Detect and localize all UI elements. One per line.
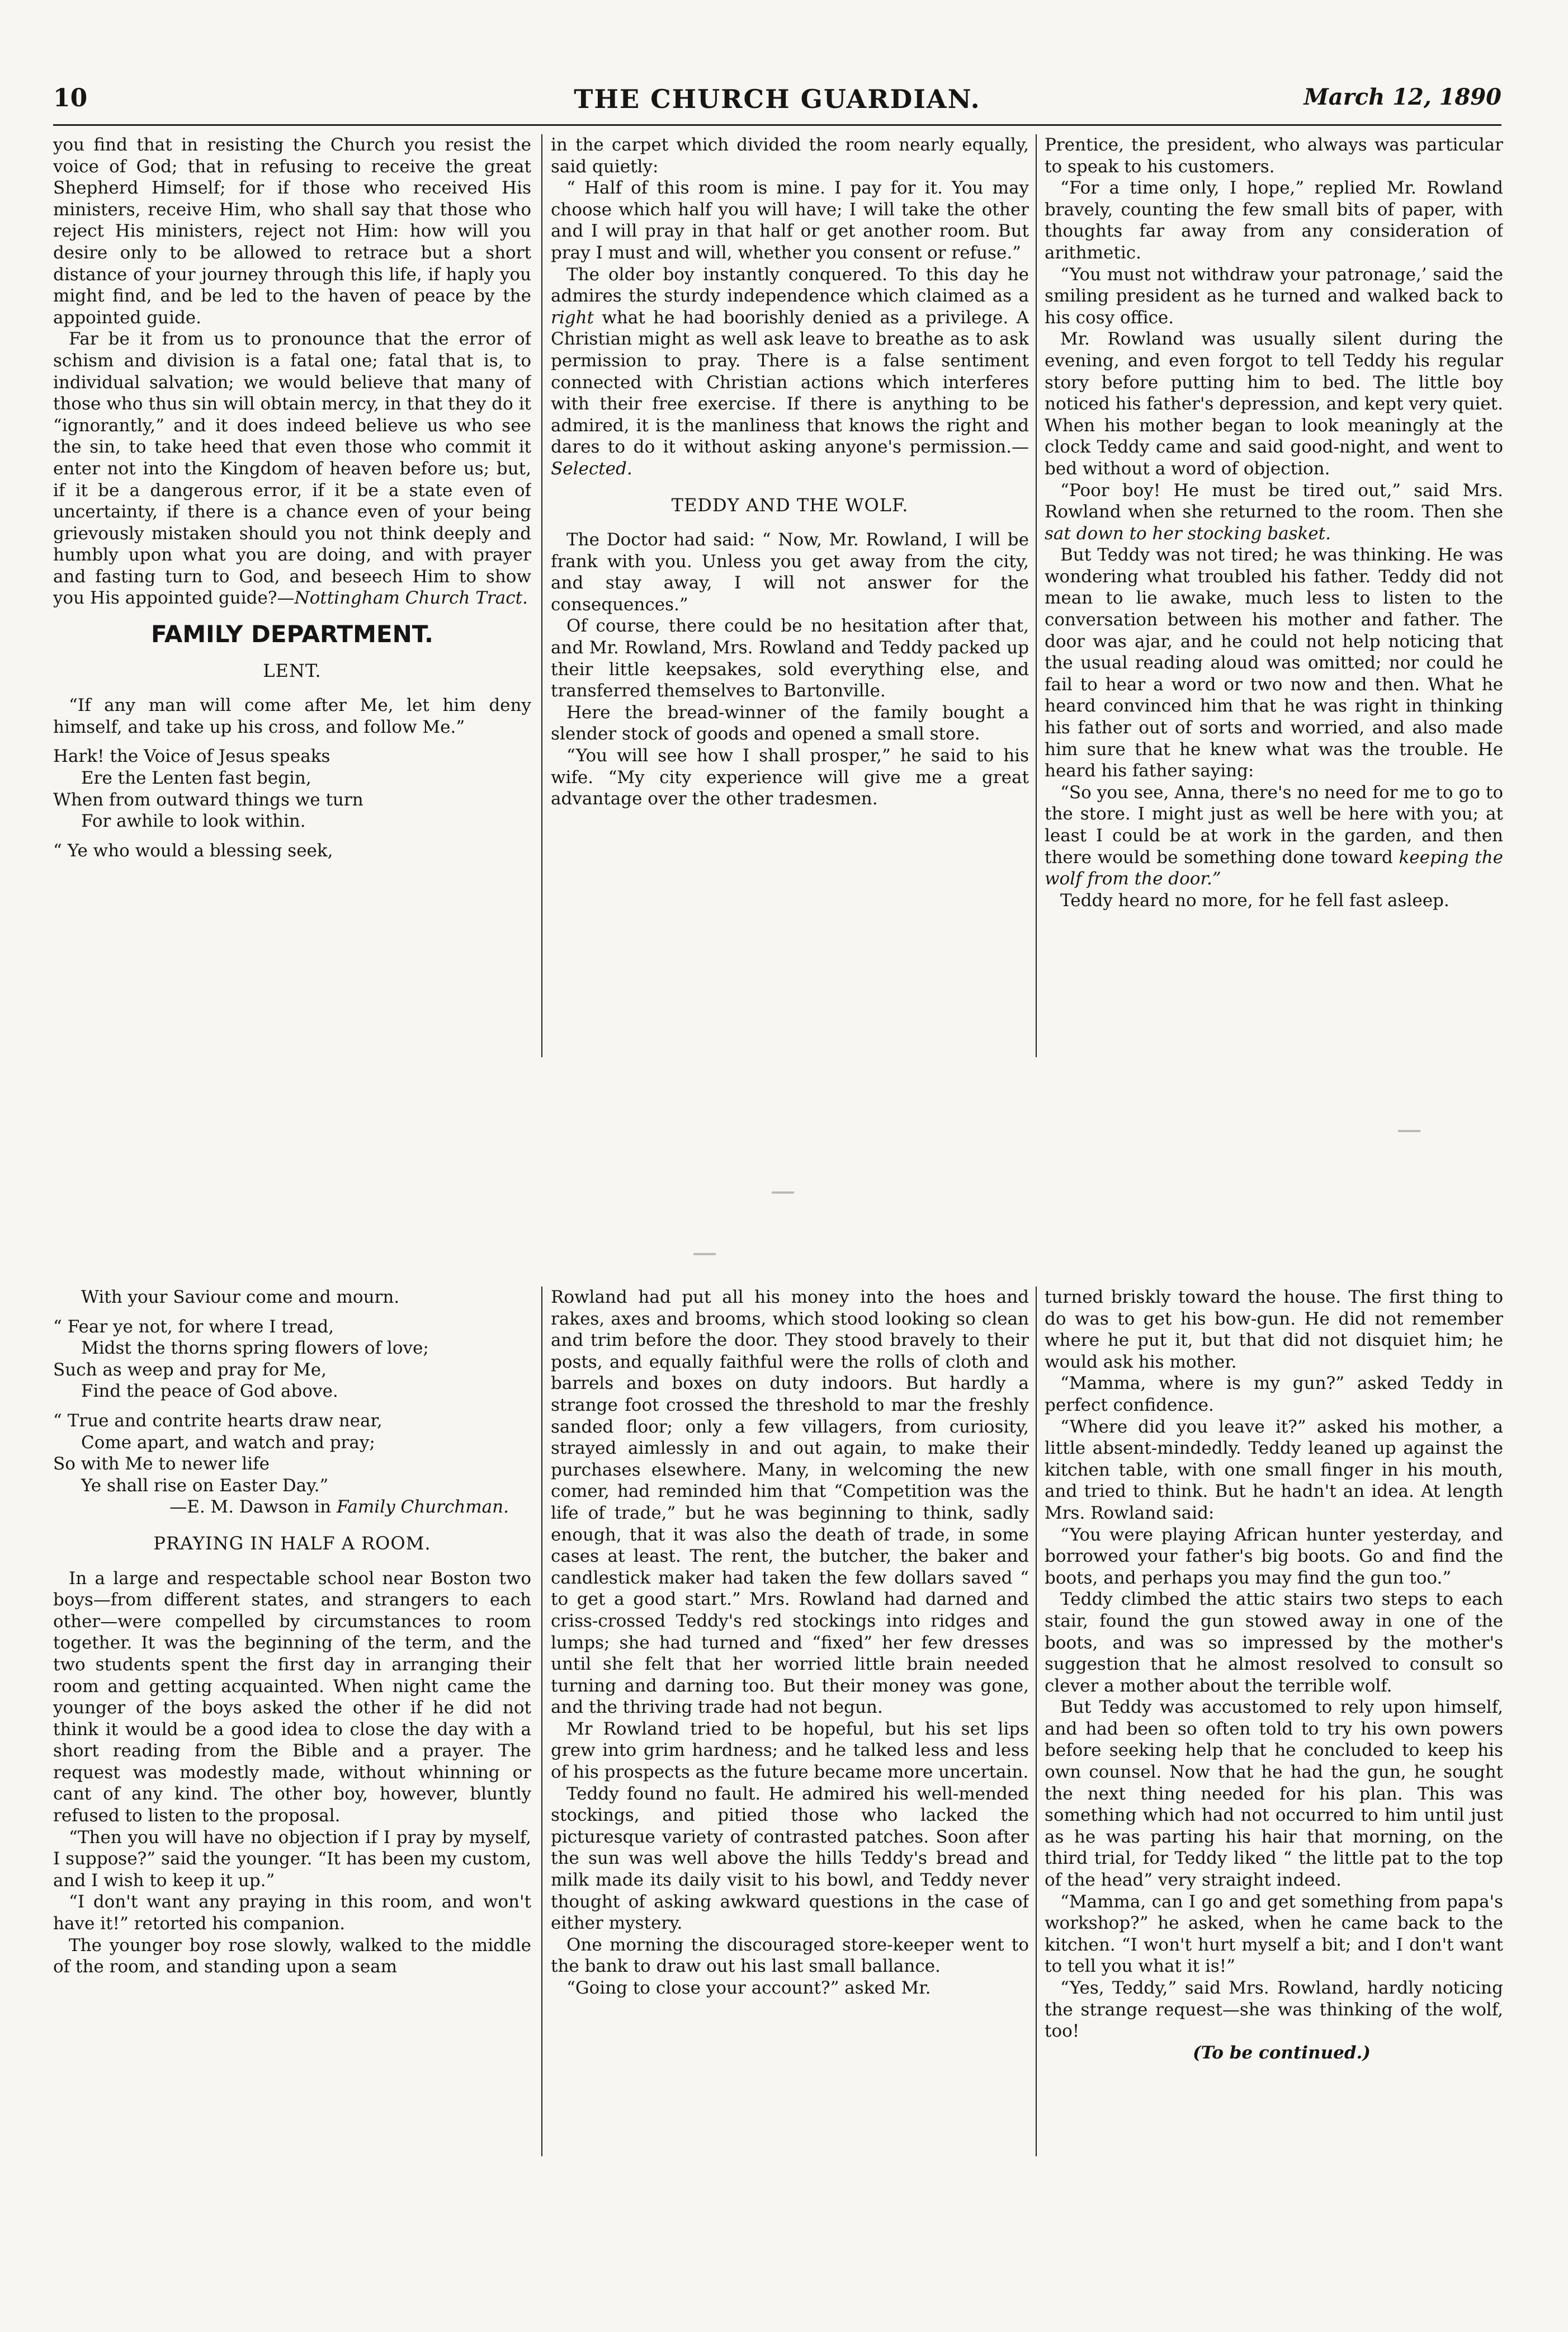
paragraph: Rowland had put all his money into the hoes and rakes, axes and brooms, which stood looking so clean and trim before the door. They stood bravely to their posts, and equally faithful were the rolls of cloth and barrels and boxes on duty indoors. But hardly a strange foot crossed the threshold to mar the freshly sanded floor; only a few villagers, from curiosity, strayed aimlessly in and out again, to make their purchases elsewhere. Many, in welcoming the new comer, had reminded him that “Competition was the life of trade,” but he was beginning to think, sadly enough, that it was also the death of trade, in some cases at least. The rent, the butcher, the baker and candlestick maker had taken the few dollars saved “ to get a good start.” Mrs. Rowland had darned and criss-crossed Teddy's red stockings into ridges and lumps; she had turned and “fixed” her few dresses until she felt that her worried little brain needed turning and darning too. But their money was gone, and the thriving trade had not begun. bbox=[551, 1287, 1029, 1718]
paragraph: “ Half of this room is mine. I pay for it. You may choose which half you will have; I will take the other and I will pray in that half or get another room. But pray I must and will, whether you consent or refuse.” bbox=[551, 178, 1029, 263]
verse-line: Such as weep and pray for Me, bbox=[53, 1359, 327, 1380]
page-header bbox=[53, 84, 1501, 123]
article-heading-lent: LENT. bbox=[263, 659, 322, 681]
article-heading-praying-in-half-a-room: PRAYING IN HALF A ROOM. bbox=[153, 1532, 431, 1554]
verse-line: Hark! the Voice of Jesus speaks bbox=[53, 746, 330, 767]
faded-print-mark bbox=[693, 1253, 716, 1255]
paragraph: “Where did you leave it?” asked his mother, a little absent-mindedly. Teddy leaned up against the kitchen table, with one small finger in his mouth, and tried to think. But he hadn't an idea. At length Mrs. Rowland said: bbox=[1045, 1416, 1503, 1523]
verse-line: So with Me to newer life bbox=[53, 1454, 270, 1474]
column-rule-4 bbox=[1036, 1287, 1037, 2156]
epigraph: “If any man will come after Me, let him deny himself, and take up his cross, and follow Me.” bbox=[53, 695, 531, 737]
paragraph: Teddy heard no more, for he fell fast asleep. bbox=[1060, 890, 1449, 911]
verse-line: For awhile to look within. bbox=[81, 811, 306, 832]
paragraph: Of course, there could be no hesitation after that, and Mr. Rowland, Mrs. Rowland and Teddy packed up their little keepsakes, sold everything else, and transferred themselves to Bartonville. bbox=[551, 616, 1029, 701]
paragraph: In a large and respectable school near Boston two boys—from different states, and strangers to each other—were compelled by circumstances to room together. It was the beginning of the term, and the two students spent the first day in arranging their room and getting acquainted. When night came the younger of the boys asked the other if he did not think it would be a good idea to close the day with a short reading from the Bible and a prayer. The request was modestly made, without whinning or cant of any kind. The other boy, however, bluntly refused to listen to the proposal. bbox=[53, 1568, 531, 1826]
verse-line: Ere the Lenten fast begin, bbox=[81, 768, 311, 789]
verse-line: Come apart, and watch and pray; bbox=[81, 1432, 375, 1453]
paragraph: But Teddy was not tired; he was thinking. He was wondering what troubled his father. Teddy did not mean to lie awake, much less to listen to the conversation between his mother and father. The door was ajar, and he could not help noticing that the usual reading aloud was omitted; nor could he fail to hear a word or two now and then. What he heard convinced him that he was right in thinking his father out of sorts and worried, and also made him sure that he knew what was the trouble. He heard his father saying: bbox=[1045, 545, 1503, 781]
paragraph: “Then you will have no objection if I pray by myself, I suppose?” said the younger. “It has been my custom, and I wish to keep it up.” bbox=[53, 1827, 531, 1891]
paragraph: in the carpet which divided the room nearly equally, said quietly: bbox=[551, 135, 1029, 177]
column-3-top bbox=[1045, 134, 1503, 1060]
paragraph: Teddy found no fault. He admired his well-mended stockings, and pitied those who lacked the picturesque variety of contrasted patches. Soon after the sun was well above the hills Teddy's bread and milk made its daily visit to his bowl, and Teddy never thought of asking awkward questions in the case of either mystery. bbox=[551, 1783, 1029, 1934]
paragraph: One morning the discouraged store-keeper went to the bank to draw out his last small ballance. bbox=[551, 1934, 1029, 1977]
verse-line: Ye shall rise on Easter Day.” bbox=[81, 1475, 329, 1496]
paragraph: “Mamma, can I go and get something from papa's workshop?” he asked, when he came back to the kitchen. “I won't hurt myself a bit; and I don't want to tell you what it is!” bbox=[1045, 1891, 1503, 1977]
verse-line: “ Ye who would a blessing seek, bbox=[53, 840, 333, 861]
verse-line: Midst the thorns spring flowers of love; bbox=[81, 1338, 429, 1359]
faded-print-mark bbox=[1398, 1130, 1420, 1132]
column-2-top bbox=[551, 134, 1029, 1060]
paragraph: The older boy instantly conquered. To this day he admires the sturdy independence which claimed as a right what he had boorishly denied as a privilege. A Christian might as well ask leave to breathe as to ask permission to pray. There is a false sentiment connected with Christian actions which interferes with their free exercise. If there is anything to be admired, it is the manliness that knows the right and dares to do it without asking anyone's permission.—Selected. bbox=[551, 264, 1029, 479]
paragraph: “So you see, Anna, there's no need for me to go to the store. I might just as well be here with you; at least I could be at work in the garden, and then there would be something done toward keeping the wolf from the door.” bbox=[1045, 782, 1503, 889]
paragraph: The Doctor had said: “ Now, Mr. Rowland, I will be frank with you. Unless you get away from the city, and stay away, I will not answer for the consequences.” bbox=[551, 530, 1029, 615]
column-1-bottom bbox=[53, 1287, 531, 2156]
page-number: 10 bbox=[53, 84, 88, 112]
source-citation: Selected. bbox=[551, 458, 632, 479]
poem-attribution: —E. M. Dawson in Family Churchman. bbox=[169, 1497, 509, 1518]
source-citation: Nottingham Church Tract. bbox=[294, 588, 528, 609]
paragraph: Prentice, the president, who always was particular to speak to his customers. bbox=[1045, 135, 1503, 177]
paragraph: “I don't want any praying in this room, and won't have it!” retorted his companion. bbox=[53, 1892, 531, 1934]
paragraph: “Poor boy! He must be tired out,” said Mrs. Rowland when she returned to the room. Then she sat down to her stocking basket. bbox=[1045, 480, 1503, 544]
paragraph: turned briskly toward the house. The first thing to do was to get his bow-gun. He did not remember where he put it, but that did not disquiet him; he would ask his mother. bbox=[1045, 1287, 1503, 1372]
paragraph: But Teddy was accustomed to rely upon himself, and had been so often told to try his own powers before seeking help that he concluded to keep his own counsel. Now that he had the gun, he sought the next thing needed for his plan. This was something which had not occurred to him until just as he was parting his hair that morning, on the third trial, for Teddy liked “ the little pat to the top of the head” very straight indeed. bbox=[1045, 1697, 1503, 1891]
header-rule bbox=[53, 124, 1501, 126]
paragraph: “You will see how I shall prosper,” he said to his wife. “My city experience will give me a great advantage over the other tradesmen. bbox=[551, 746, 1029, 809]
verse-line: “ Fear ye not, for where I tread, bbox=[53, 1316, 334, 1337]
verse-line: Find the peace of God above. bbox=[81, 1381, 338, 1402]
paragraph: you find that in resisting the Church you resist the voice of God; that in refusing to receive the great Shepherd Himself; for if those who received His ministers, receive Him, who shall say that those who reject His ministers, reject not Him: how will you desire only to be allowed to retrace but a short distance of your journey through this life, if haply you might find, and be led to the haven of peace by the appointed guide. bbox=[53, 135, 531, 328]
verse-line: When from outward things we turn bbox=[53, 789, 363, 810]
column-2-bottom bbox=[551, 1287, 1029, 2047]
verse bbox=[53, 746, 531, 832]
paragraph: Mr Rowland tried to be hopeful, but his set lips grew into grim hardness; and he talked less and less of his prospects as the future became more uncertain. bbox=[551, 1718, 1029, 1783]
newspaper-title: THE CHURCH GUARDIAN. bbox=[574, 84, 981, 114]
column-rule-2 bbox=[1036, 134, 1037, 1057]
verse bbox=[53, 1410, 531, 1496]
column-1-top bbox=[53, 134, 531, 1060]
column-rule-3 bbox=[541, 1287, 542, 2156]
article-heading-teddy-and-the-wolf: TEDDY AND THE WOLF. bbox=[671, 494, 909, 516]
paragraph: “Mamma, where is my gun?” asked Teddy in perfect confidence. bbox=[1045, 1373, 1503, 1415]
section-heading-family-department: FAMILY DEPARTMENT. bbox=[150, 620, 433, 648]
continued-notice: (To be continued.) bbox=[1193, 2042, 1371, 2063]
verse bbox=[53, 1316, 531, 1402]
paragraph: Mr. Rowland was usually silent during the evening, and even forgot to tell Teddy his regular story before putting him to bed. The little boy noticed his father's depression, and kept very quiet. When his mother began to look meaningly at the clock Teddy came and said good-night, and went to bed without a word of objection. bbox=[1045, 329, 1503, 479]
issue-date: March 12, 1890 bbox=[1303, 84, 1501, 110]
paragraph: Far be it from us to pronounce that the error of schism and division is a fatal one; fatal that is, to individual salvation; we would believe that many of those who thus sin will obtain mercy, in that they do it “ignorantly,” and it does indeed believe us who see the sin, to take heed that even those who commit it enter not into the Kingdom of heaven before us; but, if it be a dangerous error, if it be a state even of uncertainty, if there is a chance even of your being grievously mistaken should you not think deeply and humbly upon what you are doing, and with prayer and fasting turn to God, and beseech Him to show you His appointed guide?—Nottingham Church Tract. bbox=[53, 329, 531, 609]
paragraph: “For a time only, I hope,” replied Mr. Rowland bravely, counting the few small bits of paper, with thoughts far away from any consideration of arithmetic. bbox=[1045, 178, 1503, 263]
column-rule-1 bbox=[541, 134, 542, 1057]
paragraph: “You were playing African hunter yesterday, and borrowed your father's big boots. Go and find the boots, and perhaps you may find the gun too.” bbox=[1045, 1524, 1503, 1588]
verse-line: With your Saviour come and mourn. bbox=[81, 1287, 400, 1307]
verse bbox=[53, 840, 531, 862]
paragraph: “Going to close your account?” asked Mr. bbox=[566, 1978, 931, 1998]
verse-line: “ True and contrite hearts draw near, bbox=[53, 1410, 382, 1431]
paragraph: The younger boy rose slowly, walked to the middle of the room, and standing upon a seam bbox=[53, 1935, 531, 1977]
paragraph: Here the bread-winner of the family bought a slender stock of goods and opened a small store. bbox=[551, 702, 1029, 745]
faded-print-mark bbox=[772, 1191, 794, 1194]
paragraph: “You must not withdraw your patronage,’ said the smiling president as he turned and walked back to his cosy office. bbox=[1045, 264, 1503, 328]
paragraph: Teddy climbed the attic stairs two steps to each stair, found the gun stowed away in one of the boots, and was so impressed by the mother's suggestion that he almost resolved to consult so clever a mother about the terrible wolf. bbox=[1045, 1589, 1503, 1696]
paragraph: “Yes, Teddy,” said Mrs. Rowland, hardly noticing the strange request—she was thinking of the wolf, too! bbox=[1045, 1978, 1503, 2042]
column-3-bottom bbox=[1045, 1287, 1503, 2070]
